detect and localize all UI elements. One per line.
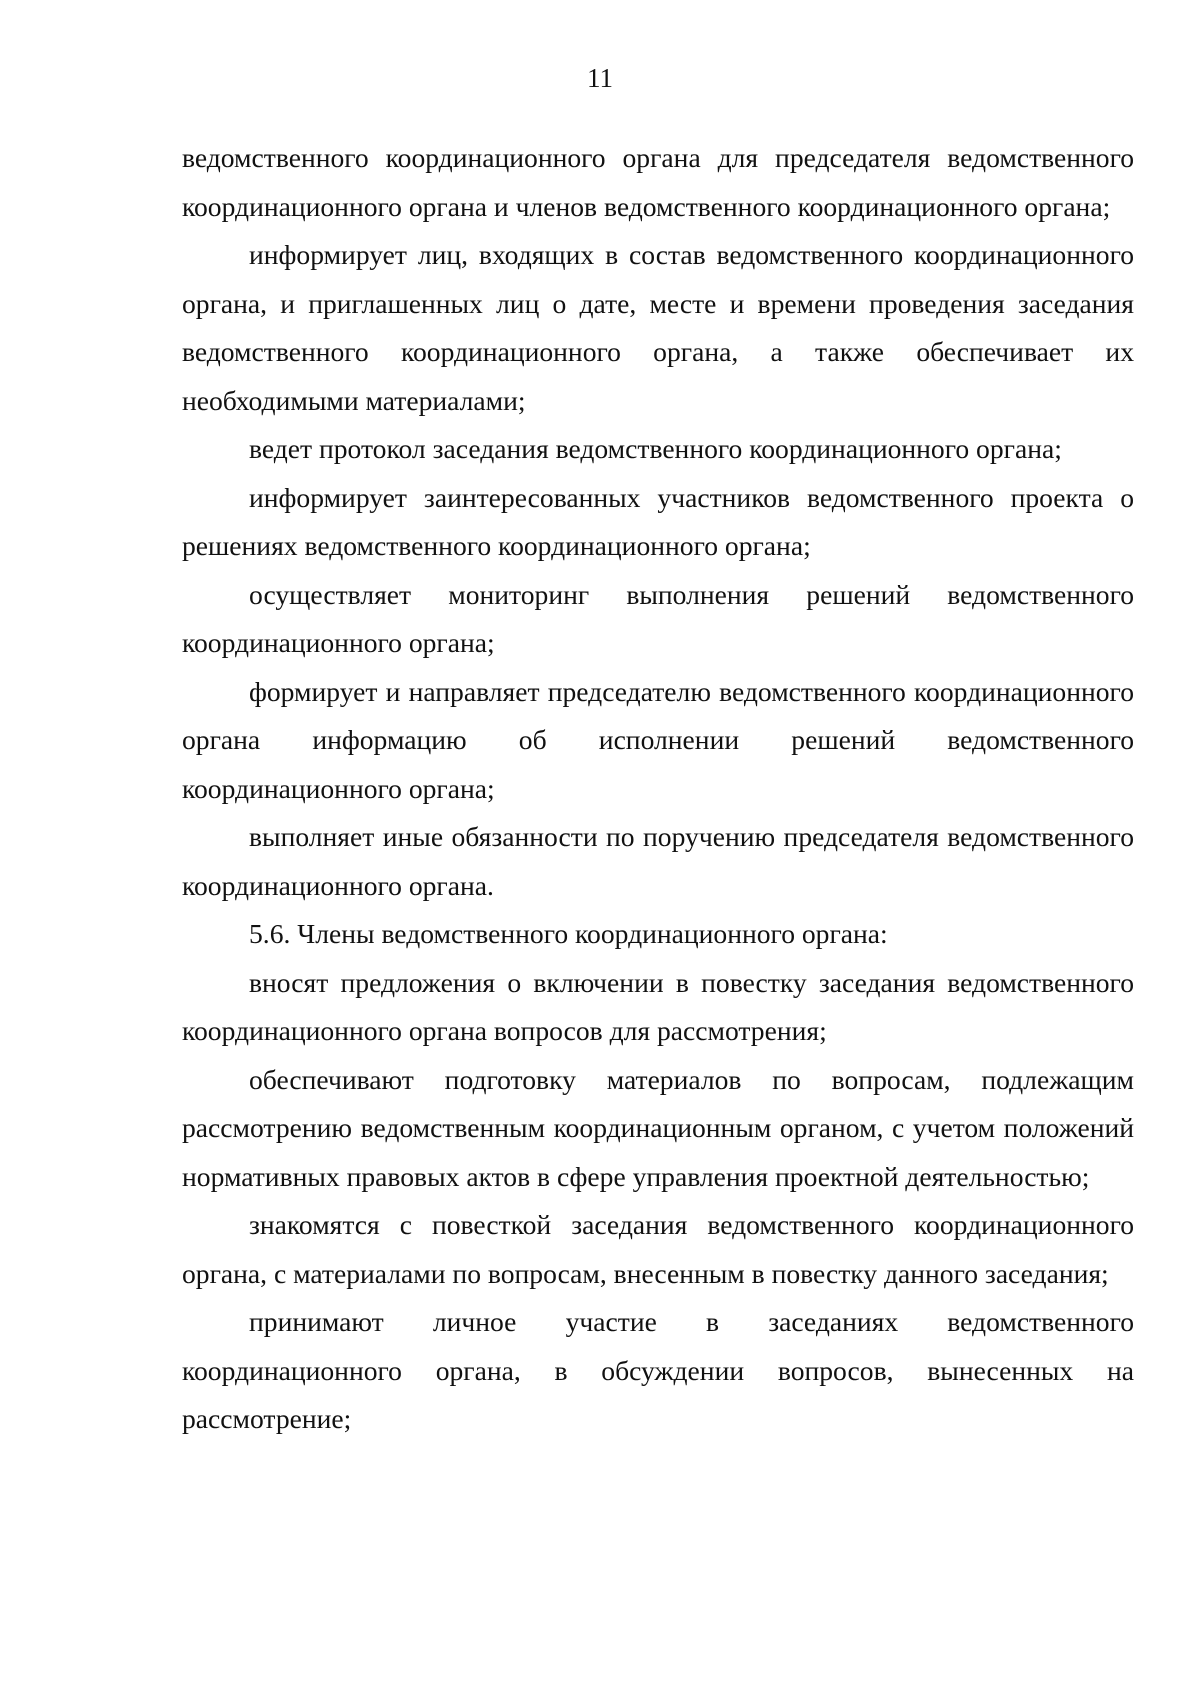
paragraph: информирует заинтересованных участников ведомственного проекта о решениях ведомственного координационного органа; (182, 481, 1134, 561)
paragraph: информирует лиц, входящих в состав ведомственного координационного органа, и приглашенных лиц о дате, месте и времени проведения заседания ведомственного координационного органа, а также обеспечивает их необходимыми материалами; (182, 239, 1134, 416)
paragraph: обеспечивают подготовку материалов по вопросам, подлежащим рассмотрению ведомственным координационным органом, с учетом положений нормативных правовых актов в сфере управления проектной деятельностью; (182, 1063, 1134, 1192)
paragraph: вносят предложения о включении в повестку заседания ведомственного координационного органа вопросов для рассмотрения; (182, 966, 1134, 1046)
paragraph: формирует и направляет председателю ведомственного координационного органа информацию об исполнении решений ведомственного координационного органа; (182, 675, 1134, 804)
paragraph: знакомятся с повесткой заседания ведомственного координационного органа, с материалами по вопросам, внесенным в повестку данного заседания; (182, 1209, 1134, 1289)
page-number: 11 (587, 63, 613, 93)
document-body (182, 134, 1134, 1444)
paragraph: ведет протокол заседания ведомственного координационного органа; (249, 433, 1062, 464)
section-heading: 5.6. Члены ведомственного координационного органа: (249, 918, 888, 949)
paragraph-continuation: ведомственного координационного органа для председателя ведомственного координационного органа и членов ведомственного координационного органа; (182, 142, 1134, 222)
paragraph: осуществляет мониторинг выполнения решений ведомственного координационного органа; (182, 578, 1134, 658)
paragraph: выполняет иные обязанности по поручению председателя ведомственного координационного органа. (182, 821, 1134, 901)
paragraph: принимают личное участие в заседаниях ведомственного координационного органа, в обсуждении вопросов, вынесенных на рассмотрение; (182, 1306, 1134, 1434)
